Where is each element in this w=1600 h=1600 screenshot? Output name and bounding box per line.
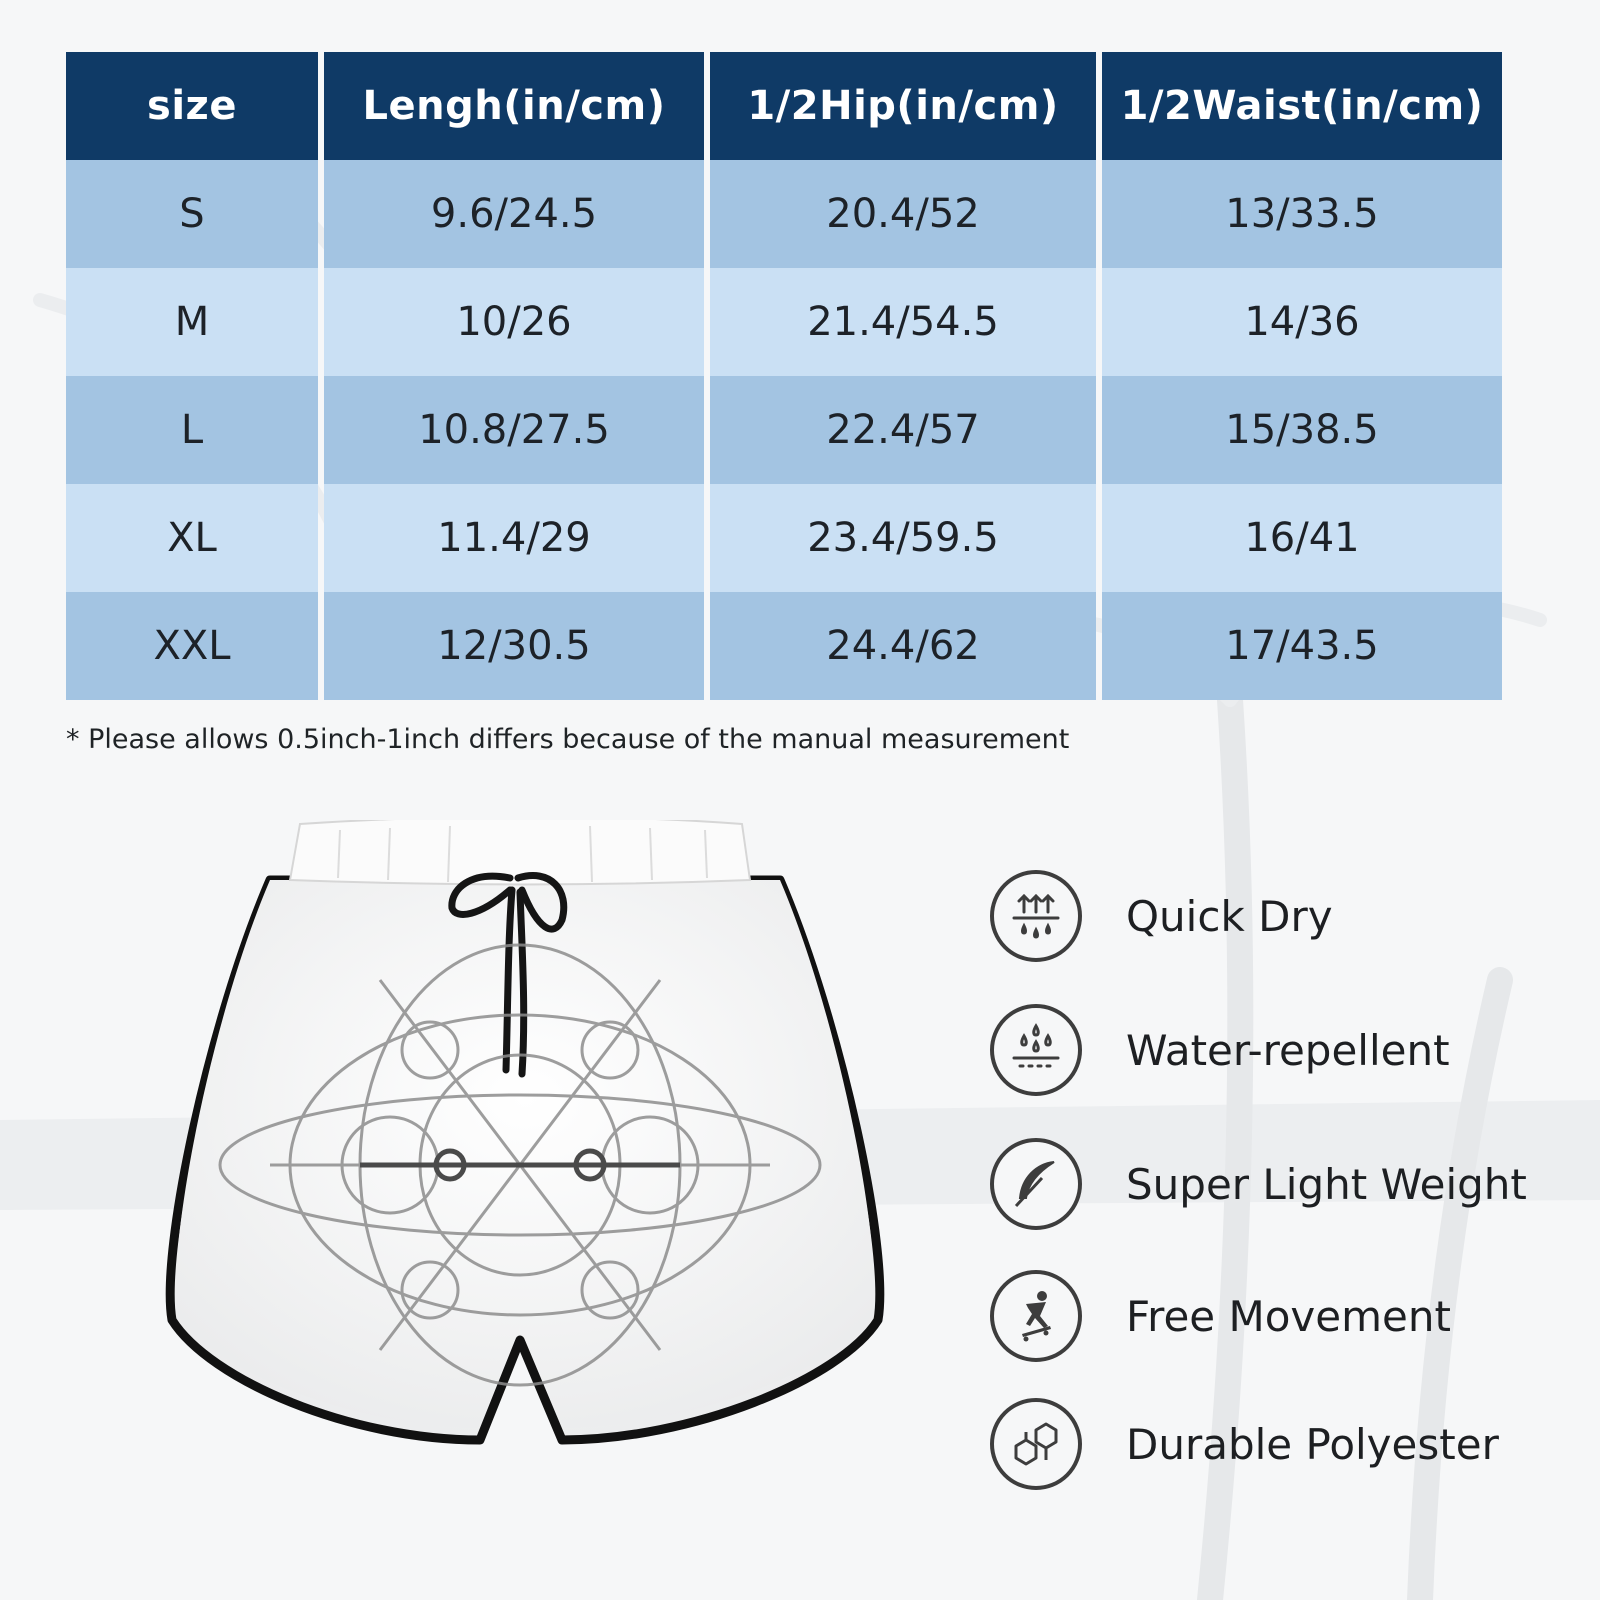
feature-label: Water-repellent — [1126, 1025, 1450, 1075]
waist-cell: 16/41 — [1102, 484, 1502, 592]
waist-cell: 15/38.5 — [1102, 376, 1502, 484]
feather-icon — [990, 1138, 1082, 1230]
hip-cell: 22.4/57 — [710, 376, 1096, 484]
length-cell: 10/26 — [324, 268, 704, 376]
waist-cell: 13/33.5 — [1102, 160, 1502, 268]
hip-cell: 20.4/52 — [710, 160, 1096, 268]
size-chart-table — [66, 52, 1502, 700]
feature-label: Super Light Weight — [1126, 1159, 1527, 1209]
hip-cell: 23.4/59.5 — [710, 484, 1096, 592]
feature-label: Quick Dry — [1126, 891, 1333, 941]
water-drops-icon — [990, 1004, 1082, 1096]
waist-cell: 17/43.5 — [1102, 592, 1502, 700]
skateboarder-icon — [990, 1270, 1082, 1362]
length-cell: 11.4/29 — [324, 484, 704, 592]
length-cell: 9.6/24.5 — [324, 160, 704, 268]
feature-free-movement — [990, 1268, 1570, 1364]
feature-durable-polyester — [990, 1396, 1570, 1492]
quick-dry-icon — [990, 870, 1082, 962]
size-cell: XL — [66, 484, 318, 592]
header-length: Lengh(in/cm) — [324, 52, 704, 160]
waist-cell: 14/36 — [1102, 268, 1502, 376]
hip-cell: 24.4/62 — [710, 592, 1096, 700]
header-size: size — [66, 52, 318, 160]
measurement-note: * Please allows 0.5inch-1inch differs because of the manual measurement — [66, 724, 1070, 755]
feature-water-repellent — [990, 1002, 1570, 1098]
feature-label: Durable Polyester — [1126, 1419, 1499, 1469]
shorts-product-image — [150, 820, 910, 1520]
size-cell: M — [66, 268, 318, 376]
size-cell: L — [66, 376, 318, 484]
feature-light-weight — [990, 1136, 1570, 1232]
feature-label: Free Movement — [1126, 1291, 1451, 1341]
length-cell: 10.8/27.5 — [324, 376, 704, 484]
size-cell: S — [66, 160, 318, 268]
length-cell: 12/30.5 — [324, 592, 704, 700]
header-half-waist: 1/2Waist(in/cm) — [1102, 52, 1502, 160]
feature-quick-dry — [990, 868, 1570, 964]
hip-cell: 21.4/54.5 — [710, 268, 1096, 376]
header-half-hip: 1/2Hip(in/cm) — [710, 52, 1096, 160]
size-cell: XXL — [66, 592, 318, 700]
molecule-icon — [990, 1398, 1082, 1490]
